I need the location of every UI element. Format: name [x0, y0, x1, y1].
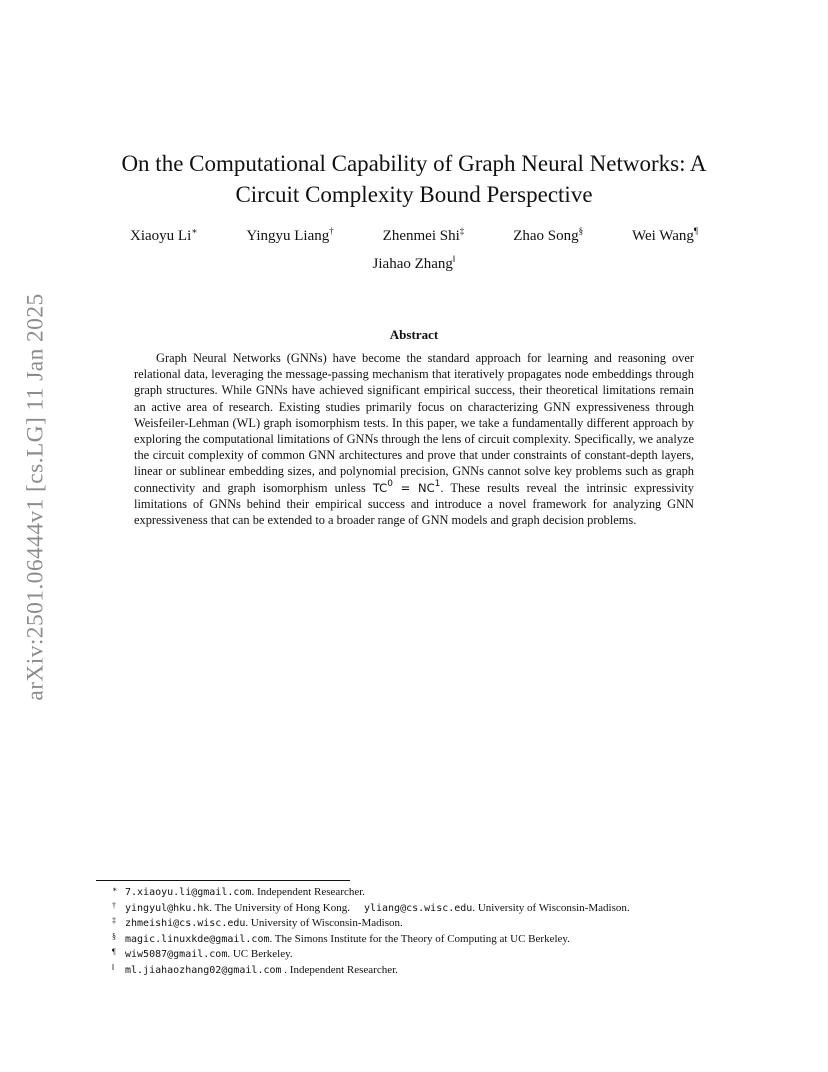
- email-link[interactable]: yliang@cs.wisc.edu: [363, 902, 473, 914]
- author: Wei Wang¶: [632, 226, 698, 244]
- email-link[interactable]: wiw5087@gmail.com: [125, 949, 228, 960]
- complexity-class-equation: $TC^0 = NC^1$: [372, 478, 441, 495]
- author: Xiaoyu Li∗: [130, 226, 198, 244]
- email-link[interactable]: yingyul@hku.hk: [125, 902, 210, 914]
- email-link[interactable]: zhmeishi@cs.wisc.edu: [125, 918, 246, 929]
- footnote: † yingyul@hku.hk. The University of Hong Kong. yliang@cs.wisc.edu. University of Wisconsin-Madison.: [112, 900, 630, 914]
- footnote: § magic.linuxkde@gmail.com. The Simons Institute for the Theory of Computing at UC Berkeley.: [112, 931, 570, 945]
- arxiv-identifier: arXiv:2501.06444v1 [cs.LG] 11 Jan 2025: [22, 293, 49, 701]
- footnote: ∗ 7.xiaoyu.li@gmail.com. Independent Researcher.: [112, 885, 366, 898]
- author: Jiahao Zhang‖: [372, 254, 456, 272]
- footnote: ‡ zhmeishi@cs.wisc.edu. University of Wisconsin-Madison.: [112, 916, 403, 929]
- abstract-heading: Abstract: [389, 327, 439, 342]
- title-line-1: On the Computational Capability of Graph Neural Networks: A: [121, 151, 707, 176]
- title-line-2: Circuit Complexity Bound Perspective: [235, 182, 593, 207]
- abstract-body: Graph Neural Networks (GNNs) have become the standard approach for learning and reasoning over relational data, leveraging the message-passing mechanism that iteratively propagates node embeddings through graph structures. While GNNs have achieved significant empirical success, their theoretical limitations remain an active area of research. Existing studies primarily focus on characterizing GNN expressiveness through Weisfeiler-Lehman (WL) graph isomorphism tests. In this paper, we take a fundamentally different approach by exploring the computational limitations of GNNs through the lens of circuit complexity. Specifically, we analyze the circuit complexity of common GNN architectures and prove that under constraints of constant-depth layers, linear or sublinear embedding sizes, and polynomial precision, GNNs cannot solve key problems such as graph connectivity and graph isomorphism unless $TC^0 = NC^1$. These results reveal the intrinsic expressivity limitations of GNNs behind their empirical success and introduce a novel framework for analyzing GNN expressiveness that can be extended to a broader range of GNN models and graph decision problems.: [134, 351, 694, 528]
- author: Yingyu Liang†: [246, 226, 334, 244]
- author-list: [130, 228, 698, 245]
- footnotes: [112, 885, 630, 978]
- email-link[interactable]: 7.xiaoyu.li@gmail.com: [125, 887, 252, 898]
- paper-title: [100, 148, 728, 210]
- author-list-line-2: [0, 256, 828, 273]
- email-link[interactable]: magic.linuxkde@gmail.com: [125, 933, 270, 945]
- email-link[interactable]: ml.jiahaozhang02@gmail.com: [125, 964, 282, 976]
- author: Zhenmei Shi‡: [382, 226, 465, 244]
- footnote: ‖ ml.jiahaozhang02@gmail.com . Independent Researcher.: [112, 962, 398, 976]
- footnote-divider: [96, 880, 350, 881]
- author: Zhao Song§: [513, 226, 584, 244]
- footnote: ¶ wiw5087@gmail.com. UC Berkeley.: [112, 947, 293, 960]
